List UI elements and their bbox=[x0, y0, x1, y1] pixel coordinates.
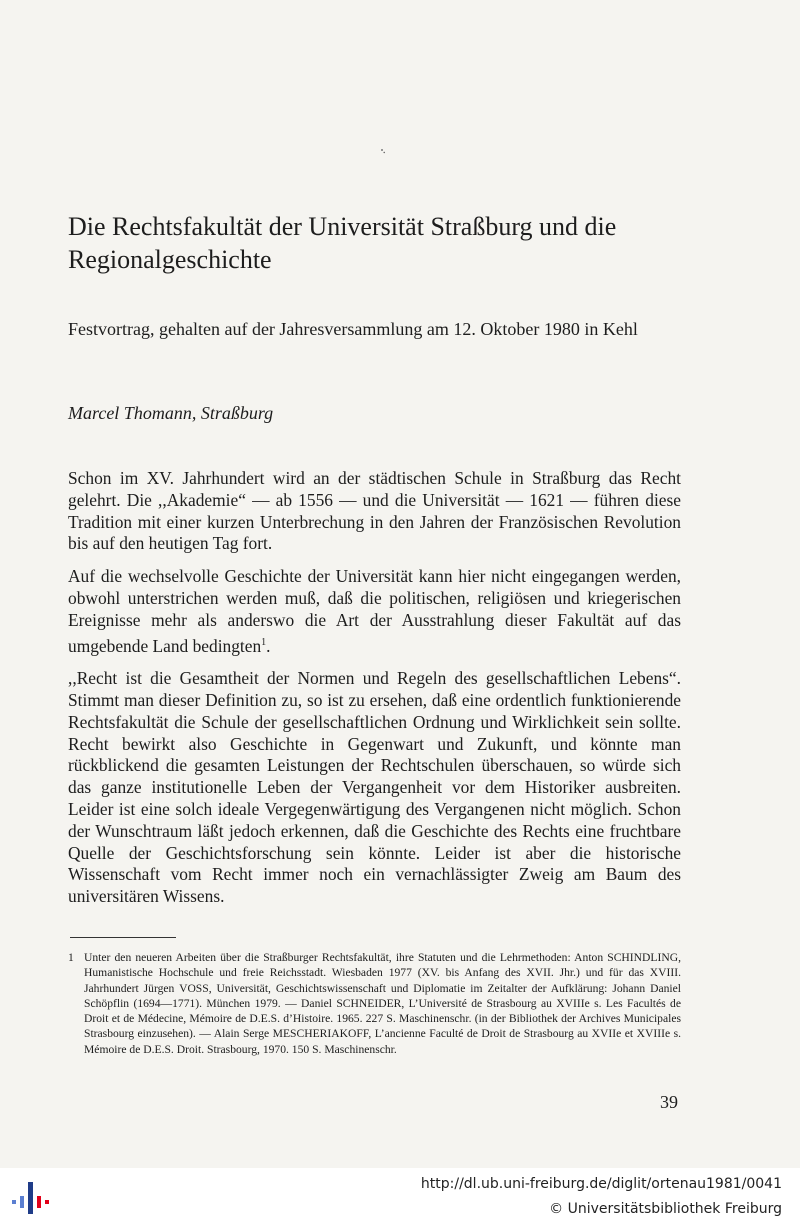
footnote-divider bbox=[70, 937, 176, 938]
article-title: Die Rechtsfakultät der Universität Straßburg und die Regionalgeschichte bbox=[68, 212, 617, 274]
footnote-number: 1 bbox=[68, 951, 74, 964]
footnote bbox=[68, 950, 681, 1057]
footnote-marker: 1 bbox=[261, 636, 267, 648]
ub-freiburg-logo-icon bbox=[10, 1178, 54, 1218]
permalink-url[interactable]: http://dl.ub.uni-freiburg.de/diglit/ortenau1981/0041 bbox=[420, 1176, 782, 1192]
article-author: Marcel Thomann, Straßburg bbox=[68, 403, 274, 423]
page-number: 39 bbox=[660, 1092, 678, 1112]
dust-speck-icon bbox=[380, 148, 386, 154]
body-paragraph: Auf die wechselvolle Geschichte der Universität kann hier nicht eingegangen werden, obwohl unterstrichen werden muß, daß die politischen, religiösen und kriegerischen Ereignisse mehr als anderswo die Art der Ausstrahlung dieser Fakultät auf das umgebende Land bedingten$^1$. bbox=[68, 566, 681, 656]
body-paragraph: ,,Recht ist die Gesamtheit der Normen und Regeln des gesellschaftlichen Lebens“. Stimmt man dieser Definition zu, so ist zu ersehen, daß eine ordentlich funktionierende Rechtsfakultät die Schule der gesellschaftlichen Ordnung und Wirklichkeit sein sollte. Recht bewirkt also Geschichte in Gegenwart und Zukunft, und könnte man rückblickend die gesamten Leistungen der Rechtschulen überschauen, so würde sich das ganze institutionelle Leben der Vergangenheit vor dem Historiker ausbreiten. Leider ist eine solch ideale Vergegenwärtigung des Vergangenen nicht möglich. Schon der Wunschtraum läßt jedoch erkennen, daß die Geschichte des Rechts eine fruchtbare Quelle der Geschichtsforschung sein könnte. Leider ist aber die historische Wissenschaft vom Recht immer noch ein vernachlässigter Zweig am Baum des universitären Wissens. bbox=[68, 668, 681, 907]
article-subtitle: Festvortrag, gehalten auf der Jahresversammlung am 12. Oktober 1980 in Kehl bbox=[68, 319, 638, 339]
article-body bbox=[68, 468, 681, 919]
paragraph-text: Auf die wechselvolle Geschichte der Universität kann hier nicht eingegangen werden, obwohl unterstrichen werden muß, daß die politischen, religiösen und kriegerischen Ereignisse mehr als anderswo die Art der Ausstrahlung dieser Fakultät auf das umgebende Land bedingten bbox=[68, 566, 681, 656]
footnote-text: Unter den neueren Arbeiten über die Straßburger Rechtsfakultät, ihre Statuten und die Lehrmethoden: Anton SCHINDLING, Humanistische Hochschule und freie Reichsstadt. Wiesbaden 1977 (XV. bis Anfang des XVII. Jhr.) und für das XVIII. Jahrhundert Jürgen VOSS, Universität, Geschichtswissenschaft und Diplomatie im Zeitalter der Aufklärung: Johann Daniel Schöpflin (1694—1771). München 1979. — Daniel SCHNEIDER, L’Université de Strasbourg au XVIIIe s. Les Facultés de Droit et de Médecine, Mémoire de D.E.S. d’Histoire. 1965. 227 S. Maschinenschr. (in der Bibliothek der Archives Municipales Strasbourg einzusehen). — Alain Serge MESCHERIAKOFF, L’ancienne Faculté de Droit de Strasbourg au XVIIe et XVIIIe s. Mémoire de D.E.S. Droit. Strasbourg, 1970. 150 S. Maschinenschr. bbox=[84, 951, 681, 1056]
body-paragraph: Schon im XV. Jahrhundert wird an der städtischen Schule in Straßburg das Recht gelehrt. Die ,,Akademie“ — ab 1556 — und die Universität — 1621 — führen diese Tradition mit einer kurzen Unterbrechung in den Jahren der Französischen Revolution bis auf den heutigen Tag fort. bbox=[68, 468, 681, 554]
copyright-notice: © Universitätsbibliothek Freiburg bbox=[549, 1201, 782, 1217]
viewer-footer bbox=[0, 1168, 800, 1226]
